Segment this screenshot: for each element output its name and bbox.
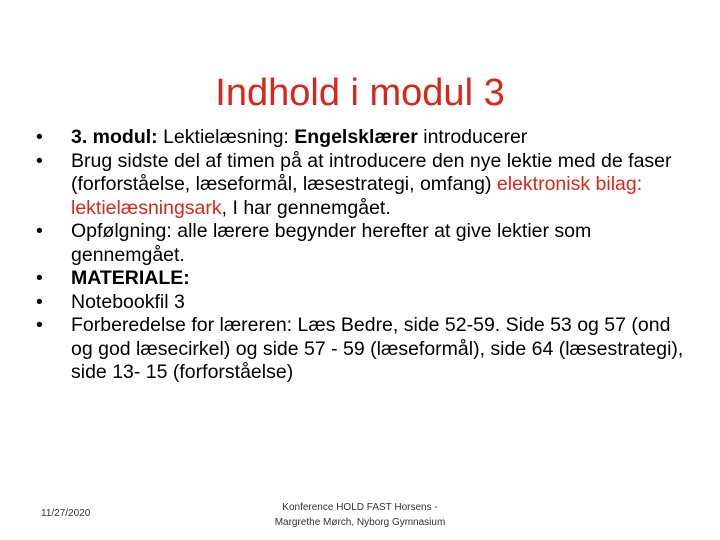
bullet-text: introducerer bbox=[417, 126, 528, 148]
list-item bbox=[36, 267, 696, 291]
bullet-list bbox=[36, 126, 696, 385]
list-item bbox=[36, 314, 696, 385]
bullet-text: Lektielæsning: bbox=[157, 126, 295, 148]
bullet-text: Forberedelse for læreren: Læs Bedre, side 52-59. Side 53 og 57 (ond og god læsecirkel) og side 57 - 59 (læseformål), side 64 (læsestrategi), side 13- 15 (forforståelse) bbox=[71, 314, 684, 383]
list-item bbox=[36, 291, 696, 315]
footer-line: Konference HOLD FAST Horsens - bbox=[282, 502, 438, 513]
footer-date: 11/27/2020 bbox=[41, 508, 91, 519]
bullet-text: Opfølgning: alle lærere begynder herefter at give lektier som gennemgået. bbox=[71, 220, 592, 266]
materials-heading: MATERIALE: bbox=[71, 267, 190, 289]
bullet-text: Brug sidste del af timen på at introducere den nye lektie med de faser (forforståelse, læseformål, læsestrategi, omfang) bbox=[71, 149, 672, 195]
bullet-dot-icon: • bbox=[36, 220, 43, 242]
footer-line: Margrethe Mørch, Nyborg Gymnasium bbox=[274, 517, 446, 528]
bullet-dot-icon: • bbox=[36, 149, 43, 172]
list-item bbox=[36, 126, 696, 150]
bullet-text: , I har gennemgået. bbox=[221, 196, 391, 219]
bullet-dot-icon: • bbox=[36, 314, 43, 336]
bullet-dot-icon: • bbox=[36, 126, 43, 148]
teacher-label: Engelsklærer bbox=[294, 126, 418, 148]
footer-text bbox=[230, 500, 490, 530]
list-item bbox=[36, 150, 696, 221]
slide-title: Indhold i modul 3 bbox=[215, 72, 505, 115]
electronic-attachment-link[interactable]: elektronisk bilag: lektielæsningsark bbox=[71, 173, 643, 219]
bullet-text: Notebookfil 3 bbox=[71, 290, 185, 313]
list-item bbox=[36, 220, 696, 267]
bullet-dot-icon: • bbox=[36, 290, 43, 313]
bullet-dot-icon: • bbox=[36, 267, 43, 289]
module-label: 3. modul: bbox=[71, 126, 158, 148]
